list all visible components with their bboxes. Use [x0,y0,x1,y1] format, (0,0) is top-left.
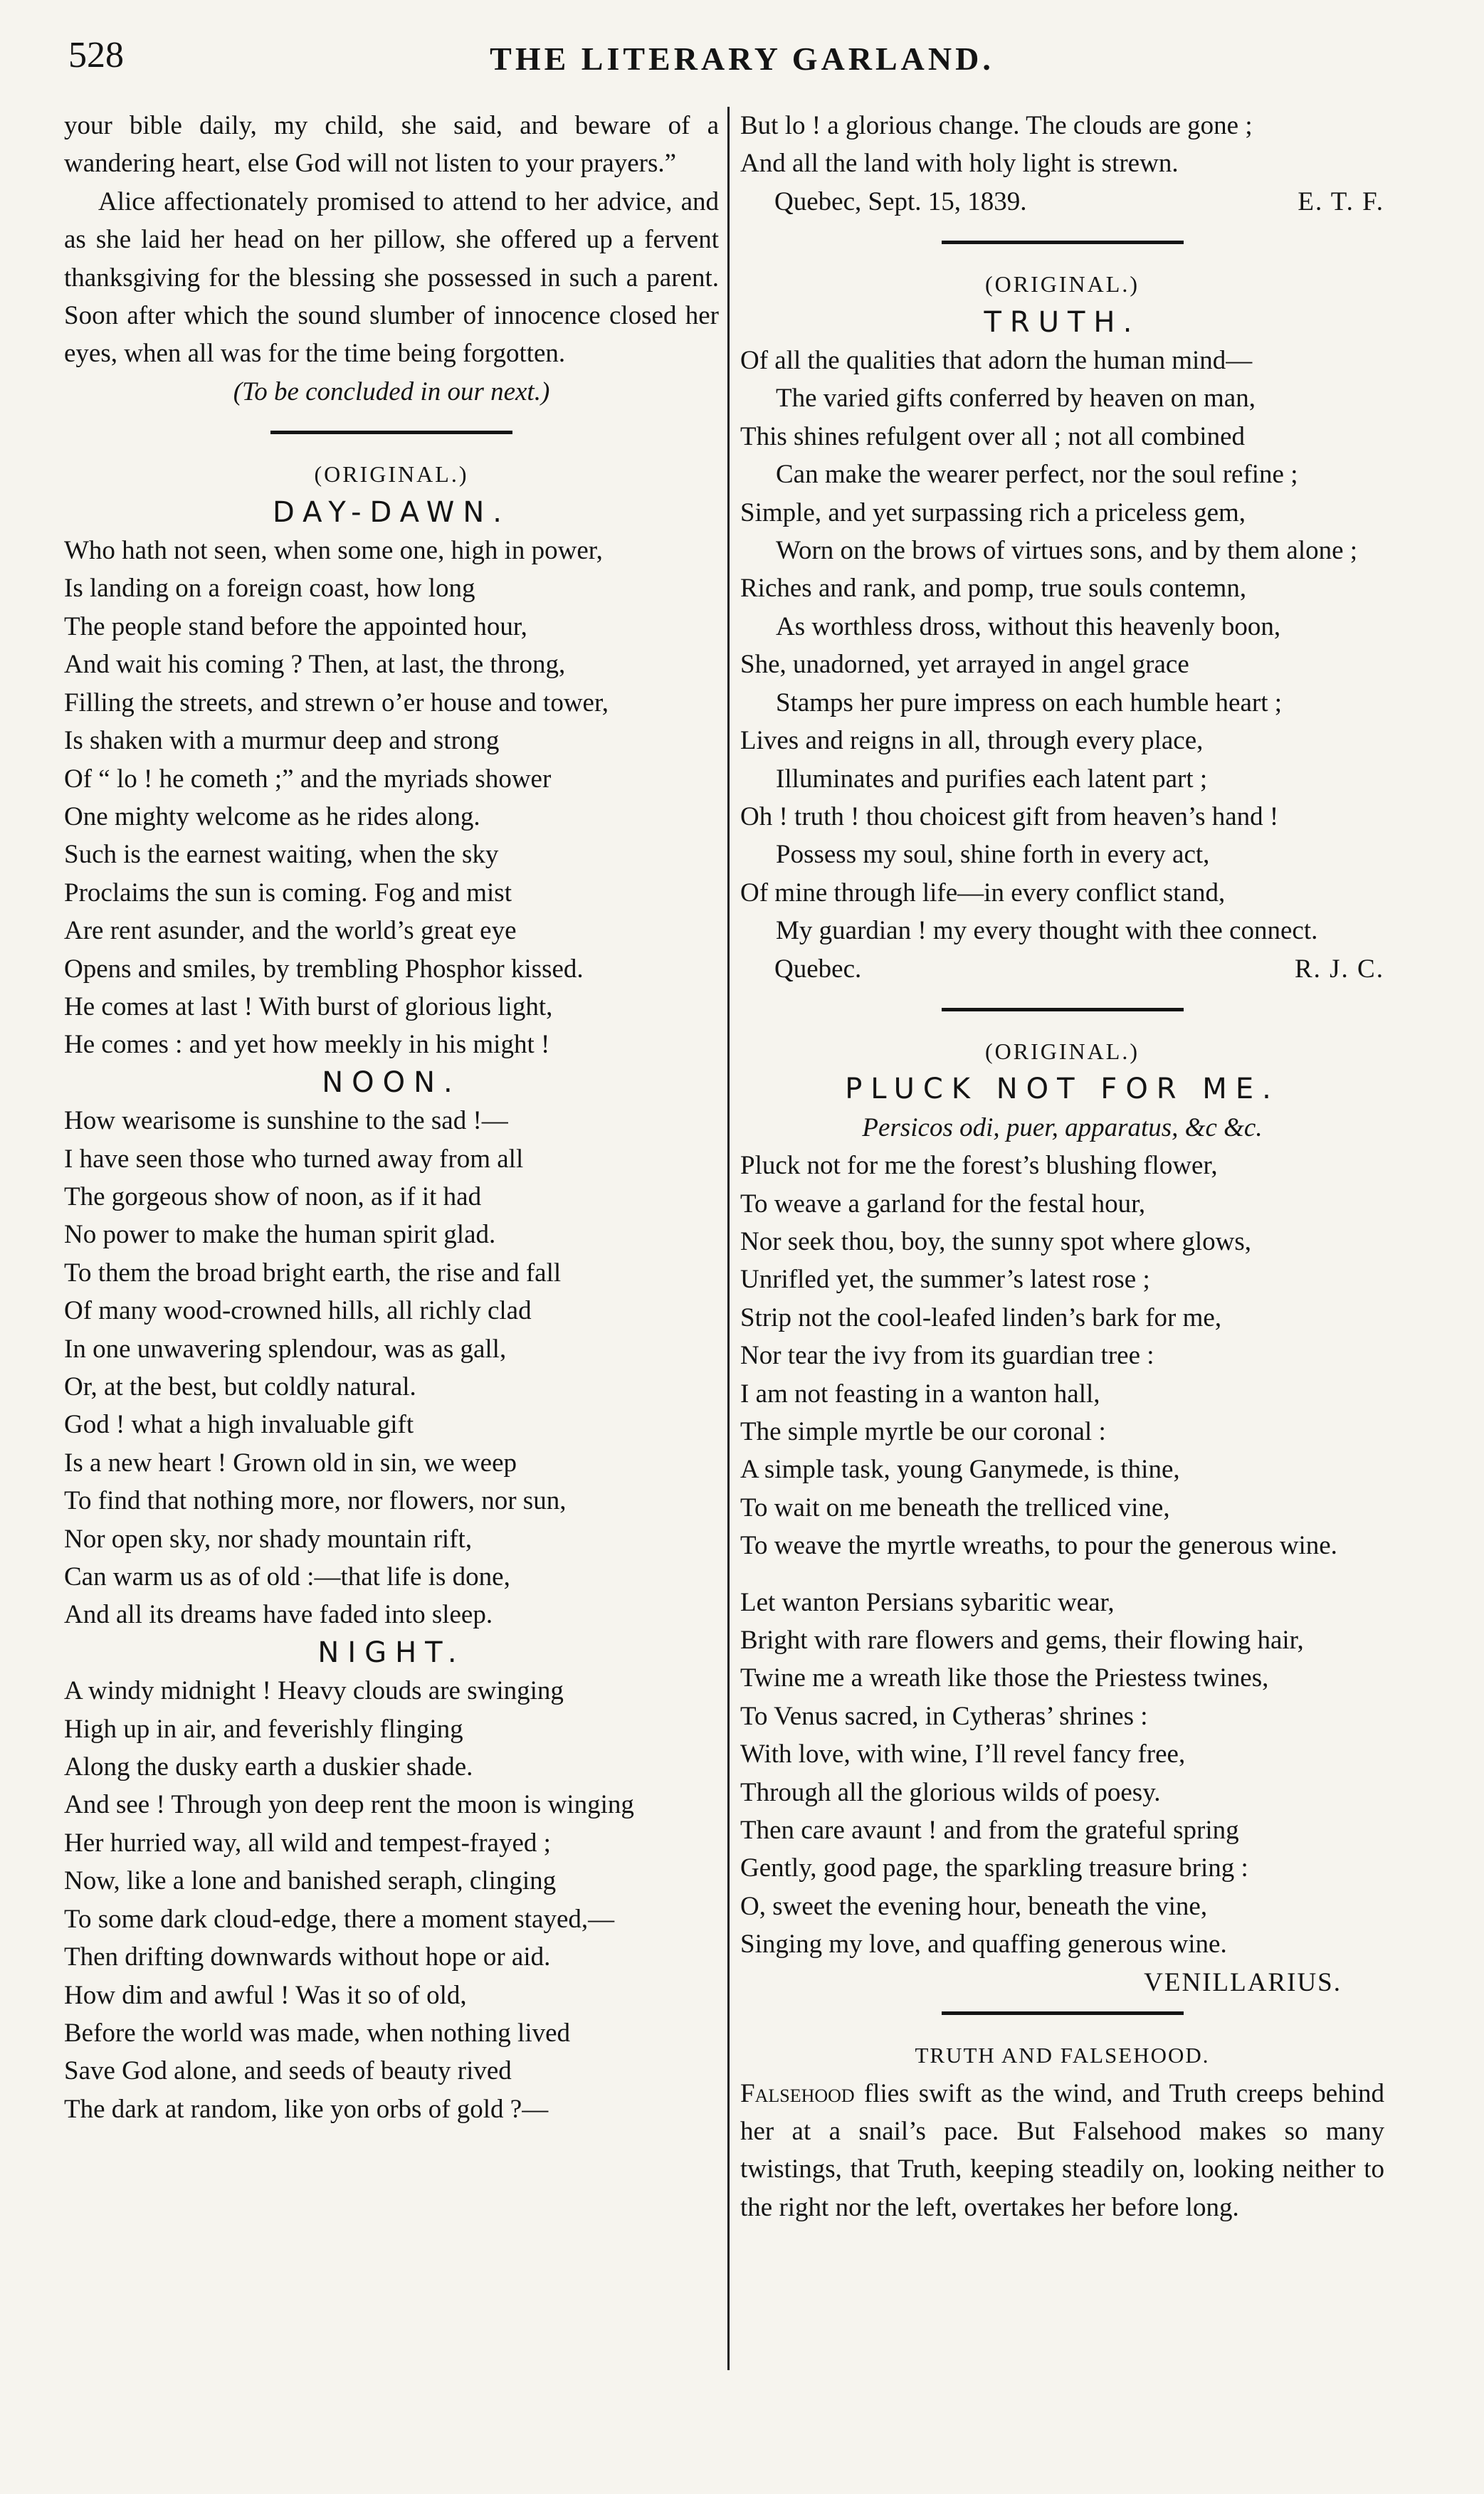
poem-line: Are rent asunder, and the world’s great eye [64,916,517,946]
poem-night [64,1672,719,2128]
poem-line: Such is the earnest waiting, when the sky [64,840,499,870]
poem-line: God ! what a high invaluable gift [64,1410,414,1440]
poem-line: Singing my love, and quaffing generous wine. [740,1930,1227,1959]
poem-line: Stamps her pure impress on each humble heart ; [776,688,1283,717]
original-label: (ORIGINAL.) [985,1038,1140,1064]
poem-line: Who hath not seen, when some one, high in power, [64,536,603,566]
poem-title-day-dawn: DAY-DAWN. [273,495,510,529]
poem-line: To weave the myrtle wreaths, to pour the generous wine. [740,1531,1337,1561]
poem-line: Unrifled yet, the summer’s latest rose ; [740,1265,1150,1295]
poem-title-truth: TRUTH. [984,305,1141,339]
article-title-truth-falsehood: TRUTH AND FALSEHOOD. [915,2043,1210,2068]
poem-line: Nor seek thou, boy, the sunny spot where glows, [740,1226,1251,1256]
poem-line: Bright with rare flowers and gems, their flowing hair, [740,1626,1304,1656]
poem-line: Of many wood-crowned hills, all richly clad [64,1296,532,1326]
poem-line: Save God alone, and seeds of beauty rived [64,2056,512,2086]
section-rule [942,2011,1184,2015]
poem-line: Worn on the brows of virtues sons, and by them alone ; [776,536,1358,566]
poem-truth [740,342,1384,950]
poem-pluck-stanza-1 [740,1147,1384,1564]
signature-place: Quebec, Sept. 15, 1839. [774,186,1027,216]
poem-line: A simple task, young Ganymede, is thine, [740,1455,1180,1485]
poem-line: Then drifting downwards without hope or aid. [64,1942,551,1972]
poem-noon [64,1102,719,1634]
running-title: THE LITERARY GARLAND. [490,41,994,77]
poem-line: Along the dusky earth a duskier shade. [64,1752,473,1782]
poem-line: The gorgeous show of noon, as if it had [64,1182,482,1211]
poem-line: But lo ! a glorious change. The clouds are gone ; [740,111,1253,140]
poem-line: How dim and awful ! Was it so of old, [64,1980,467,2010]
poem-line: In one unwavering splendour, was as gall, [64,1334,507,1364]
poem-line: And wait his coming ? Then, at last, the throng, [64,650,566,680]
section-rule [270,431,512,434]
poem-line: A windy midnight ! Heavy clouds are swinging [64,1676,564,1706]
poem-line: Simple, and yet surpassing rich a priceless gem, [740,498,1246,527]
poem-title-night: NIGHT. [317,1636,465,1669]
signature-initials: R. J. C. [1294,954,1384,984]
story-paragraph: Alice affectionately promised to attend to her advice, and as she laid her head on her pillow, she offered up a fervent thanksgiving for the blessing she possessed in such a parent. Soon after which the sound slumber of innocence closed her eyes, when all was for the time being forgotten. [64,186,719,369]
poem-day-dawn [64,532,719,1064]
poem-line: Now, like a lone and banished seraph, clinging [64,1866,557,1896]
poem-line: To find that nothing more, nor flowers, nor sun, [64,1486,567,1516]
poem-pluck-stanza-2 [740,1584,1384,1964]
poem-line: Riches and rank, and pomp, true souls contemn, [740,574,1247,604]
poem-line: Of all the qualities that adorn the human mind— [740,346,1253,376]
poem-line: With love, with wine, I’ll revel fancy free, [740,1740,1186,1769]
poem-line: Is landing on a foreign coast, how long [64,574,475,604]
poem-line: To weave a garland for the festal hour, [740,1189,1146,1219]
poem-line: Possess my soul, shine forth in every act, [776,840,1210,870]
poem-line: Gently, good page, the sparkling treasure bring : [740,1853,1248,1883]
poem-line: The simple myrtle be our coronal : [740,1417,1106,1446]
poem-line: I have seen those who turned away from all [64,1144,524,1174]
page-header [0,34,1484,84]
poem-line: The people stand before the appointed hour, [64,611,527,641]
poem-line: Twine me a wreath like those the Priestess twines, [740,1663,1269,1693]
article-body [740,2075,1384,2227]
poem-line: And all the land with holy light is strewn. [740,149,1179,179]
poem-line: O, sweet the evening hour, beneath the vine, [740,1891,1208,1921]
poem-line: To them the broad bright earth, the rise and fall [64,1258,562,1288]
poem-line: No power to make the human spirit glad. [64,1220,496,1250]
poem-line: Nor open sky, nor shady mountain rift, [64,1524,473,1554]
signature-venillarius: VENILLARIUS. [1144,1967,1342,1997]
poem-line: Pluck not for me the forest’s blushing flower, [740,1151,1218,1181]
story-paragraph: your bible daily, my child, she said, and beware of a wandering heart, else God will not listen to your prayers.” [64,111,719,179]
signature-rjc [740,950,1384,988]
poem-line: The varied gifts conferred by heaven on man, [776,384,1256,414]
poem-night-end [740,107,1384,183]
poem-line: Strip not the cool-leafed linden’s bark for me, [740,1303,1222,1332]
column-divider [727,107,730,2370]
continued-note: (To be concluded in our next.) [233,377,550,406]
poem-line: And all its dreams have faded into sleep. [64,1600,493,1630]
poem-line: Proclaims the sun is coming. Fog and mist [64,878,512,907]
poem-line: To some dark cloud-edge, there a moment stayed,— [64,1904,615,1934]
section-rule [942,1008,1184,1011]
poem-title-noon: NOON. [322,1066,461,1099]
poem-line: Opens and smiles, by trembling Phosphor kissed. [64,954,584,984]
signature-etf [740,183,1384,221]
poem-line: And see ! Through yon deep rent the moon is winging [64,1790,634,1820]
poem-line: Through all the glorious wilds of poesy. [740,1777,1161,1807]
poem-line: Of mine through life—in every conflict stand, [740,878,1226,907]
article-text: flies swift as the wind, and Truth creeps behind her at a snail’s pace. But Falsehood makes so many twistings, that Truth, keeping steadily on, looking neither to the right nor the left, overtakes her before long. [740,2078,1384,2222]
poem-line: As worthless dross, without this heavenly boon, [776,611,1281,641]
poem-line: Can make the wearer perfect, nor the soul refine ; [776,460,1298,490]
poem-line: Nor tear the ivy from its guardian tree : [740,1341,1154,1371]
original-label: (ORIGINAL.) [314,461,469,488]
poem-line: How wearisome is sunshine to the sad !— [64,1106,508,1136]
poem-line: High up in air, and feverishly flinging [64,1714,463,1744]
poem-line: Is shaken with a murmur deep and strong [64,726,500,756]
article-first-word: Falsehood [740,2078,855,2108]
poem-line: Let wanton Persians sybaritic wear, [740,1587,1115,1617]
poem-line: Her hurried way, all wild and tempest-frayed ; [64,1828,551,1858]
original-label: (ORIGINAL.) [985,271,1140,298]
poem-line: Of “ lo ! he cometh ;” and the myriads shower [64,764,552,794]
poem-line: He comes : and yet how meekly in his might ! [64,1030,550,1060]
poem-line: He comes at last ! With burst of glorious light, [64,991,553,1021]
poem-line: Filling the streets, and strewn o’er house and tower, [64,688,609,717]
poem-line: To Venus sacred, in Cytheras’ shrines : [740,1701,1148,1731]
poem-line: Oh ! truth ! thou choicest gift from heaven’s hand ! [740,801,1279,831]
poem-epigraph: Persicos odi, puer, apparatus, &c &c. [862,1112,1263,1142]
right-column [740,107,1384,2226]
signature-place: Quebec. [774,954,862,984]
poem-line: To wait on me beneath the trelliced vine, [740,1493,1170,1522]
poem-line: The dark at random, like yon orbs of gold ?— [64,2094,549,2124]
poem-line: Then care avaunt ! and from the grateful spring [740,1816,1239,1846]
poem-line: I am not feasting in a wanton hall, [740,1379,1100,1409]
poem-line: Illuminates and purifies each latent part ; [776,764,1208,794]
left-column [64,107,719,2128]
poem-title-pluck: PLUCK NOT FOR ME. [845,1073,1280,1106]
poem-line: She, unadorned, yet arrayed in angel grace [740,650,1189,680]
poem-line: Lives and reigns in all, through every place, [740,726,1204,756]
page-number: 528 [68,35,124,75]
poem-line: This shines refulgent over all ; not all combined [740,421,1245,451]
poem-line: Is a new heart ! Grown old in sin, we weep [64,1448,517,1478]
poem-line: Before the world was made, when nothing lived [64,2018,571,2048]
poem-line: Or, at the best, but coldly natural. [64,1372,416,1401]
section-rule [942,241,1184,244]
signature-initials: E. T. F. [1298,186,1384,216]
poem-line: My guardian ! my every thought with thee connect. [776,916,1318,946]
poem-line: Can warm us as of old :—that life is done, [64,1562,510,1592]
poem-line: One mighty welcome as he rides along. [64,801,480,831]
